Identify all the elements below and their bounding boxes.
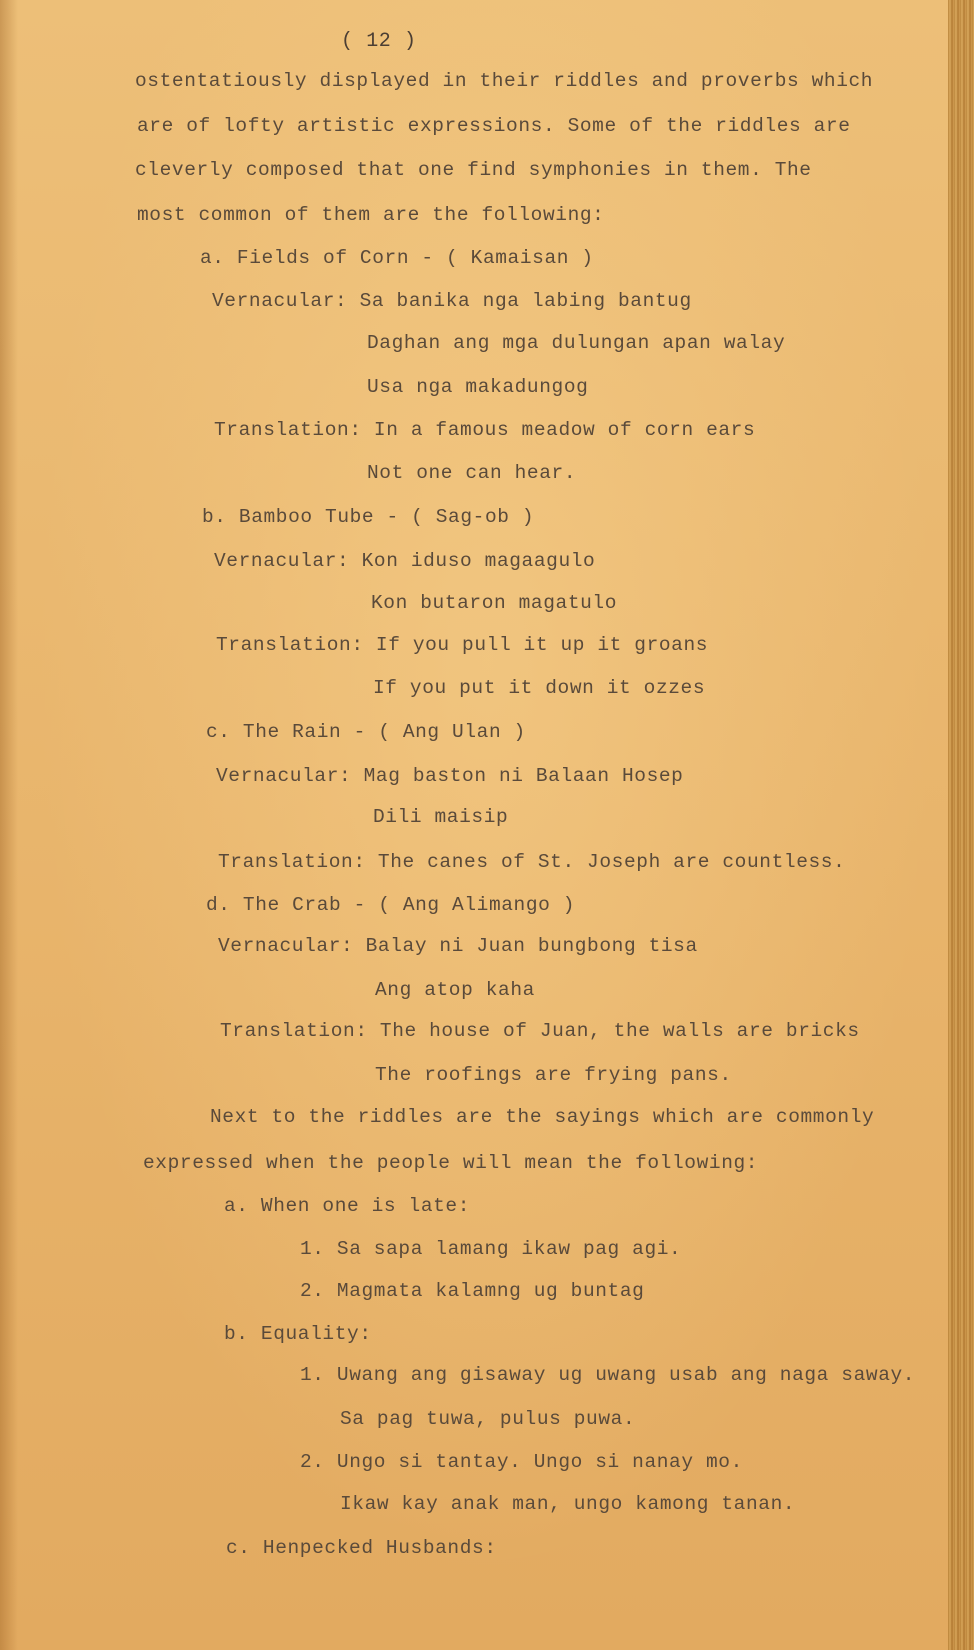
riddle-translation-cont: Not one can hear. bbox=[367, 462, 577, 484]
saying-item-cont: Sa pag tuwa, pulus puwa. bbox=[340, 1408, 636, 1430]
riddle-translation-cont: If you put it down it ozzes bbox=[373, 677, 706, 699]
riddle-heading: a. Fields of Corn - ( Kamaisan ) bbox=[200, 247, 594, 269]
riddle-vernacular: Vernacular: Balay ni Juan bungbong tisa bbox=[218, 935, 698, 957]
riddle-heading: b. Bamboo Tube - ( Sag-ob ) bbox=[202, 506, 535, 528]
left-edge-shadow bbox=[0, 0, 18, 1650]
riddle-translation: Translation: If you pull it up it groans bbox=[216, 634, 709, 656]
riddle-vernacular: Vernacular: Mag baston ni Balaan Hosep bbox=[216, 765, 684, 787]
riddle-translation: Translation: The house of Juan, the walls are bricks bbox=[220, 1020, 860, 1042]
text-line: Next to the riddles are the sayings which are commonly bbox=[210, 1106, 875, 1128]
riddle-vernacular: Vernacular: Kon iduso magaagulo bbox=[214, 550, 596, 572]
riddle-vernacular-cont: Ang atop kaha bbox=[375, 979, 535, 1001]
page-number: ( 12 ) bbox=[341, 30, 417, 53]
riddle-vernacular-cont: Daghan ang mga dulungan apan walay bbox=[367, 332, 786, 354]
riddle-vernacular-cont: Kon butaron magatulo bbox=[371, 592, 618, 614]
riddle-heading: c. The Rain - ( Ang Ulan ) bbox=[206, 721, 526, 743]
text-line: ostentatiously displayed in their riddles and proverbs which bbox=[135, 70, 874, 92]
riddle-vernacular-cont: Dili maisip bbox=[373, 806, 509, 828]
saying-item-cont: Ikaw kay anak man, ungo kamong tanan. bbox=[340, 1493, 796, 1515]
saying-item: 1. Sa sapa lamang ikaw pag agi. bbox=[300, 1238, 682, 1260]
riddle-heading: d. The Crab - ( Ang Alimango ) bbox=[206, 894, 576, 916]
saying-item: 2. Magmata kalamng ug buntag bbox=[300, 1280, 645, 1302]
saying-heading: c. Henpecked Husbands: bbox=[226, 1537, 497, 1559]
riddle-vernacular: Vernacular: Sa banika nga labing bantug bbox=[212, 290, 692, 312]
saying-heading: b. Equality: bbox=[224, 1323, 372, 1345]
riddle-translation: Translation: In a famous meadow of corn ears bbox=[214, 419, 756, 441]
text-line: cleverly composed that one find symphonies in them. The bbox=[135, 159, 812, 181]
riddle-translation: Translation: The canes of St. Joseph are countless. bbox=[218, 851, 846, 873]
text-line: are of lofty artistic expressions. Some of the riddles are bbox=[137, 115, 851, 137]
saying-heading: a. When one is late: bbox=[224, 1195, 471, 1217]
riddle-vernacular-cont: Usa nga makadungog bbox=[367, 376, 589, 398]
saying-item: 1. Uwang ang gisaway ug uwang usab ang naga saway. bbox=[300, 1364, 916, 1386]
text-line: expressed when the people will mean the following: bbox=[143, 1152, 759, 1174]
saying-item: 2. Ungo si tantay. Ungo si nanay mo. bbox=[300, 1451, 743, 1473]
riddle-translation-cont: The roofings are frying pans. bbox=[375, 1064, 732, 1086]
binding-edge bbox=[948, 0, 974, 1650]
text-line: most common of them are the following: bbox=[137, 204, 605, 226]
